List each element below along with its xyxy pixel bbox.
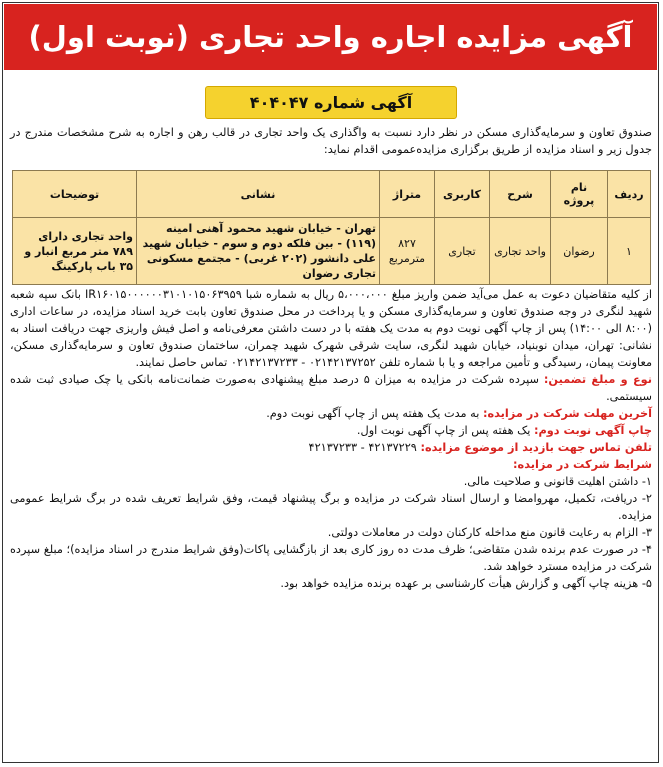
guarantee-line [10, 371, 652, 405]
header-area: متراژ [380, 171, 435, 218]
condition-item: ۲- دریافت، تکمیل، مهروامضا و ارسال اسناد شرکت در مزایده و برگ پیشنهاد قیمت، وفق شرایط تعریف شده در برگ شرایط عمومی مزایده. [10, 492, 652, 522]
header-row-number: ردیف [608, 171, 651, 218]
deadline-line [10, 405, 652, 422]
notice-body [10, 286, 652, 592]
notice-title: آگهی مزایده اجاره واحد تجاری (نوبت اول) [28, 20, 633, 54]
header-notes: توضیحات [13, 171, 137, 218]
title-banner [4, 4, 657, 70]
condition-item: ۵- هزینه چاپ آگهی و گزارش هیأت کارشناسی بر عهده برنده مزایده خواهد بود. [280, 577, 652, 590]
visit-phone-label: تلفن تماس جهت بازدید از موضوع مزایده: [420, 441, 652, 454]
visit-phone-line [10, 439, 652, 456]
header-description-short: شرح [490, 171, 551, 218]
invitation-paragraph: از کلیه متقاضیان دعوت به عمل می‌آید ضمن واریز مبلغ ۵،۰۰۰،۰۰۰ ریال به شماره شبا IR۱۶۰۱۵۰۰۰۰۰۰۳۱۰۱۰۱۵۰۶۳۹۵۹ بانک سپه شعبه شهید لنگری در وجه صندوق تعاون و سرمایه‌گذاری مسکن و یا پرداخت در محل صندوق تعاون بابت خرید اسناد مزایده، در ساعات اداری (۸:۰۰ الی ۱۴:۰۰) پس از چاپ آگهی نوبت دوم به مدت یک هفته با در دست داشتن معرفی‌نامه و اصل فیش واریزی جهت دریافت اسناد به نشانی: تهران، میدان نوبنیاد، خیابان شهید لنگری، سایت شرقی شهرک شهید چمران، ساختمان صندوق تعاون و سرمایه‌گذاری مسکن، معاونت پیمان، رسیدگی و تأمین مراجعه و یا با شماره تلفن ۰۲۱۴۲۱۳۷۲۵۲ - ۰۲۱۴۲۱۳۷۲۳۳ تماس حاصل نمایند. [10, 288, 652, 369]
second-print-label: چاپ آگهی نوبت دوم: [533, 424, 652, 437]
second-print-text: یک هفته پس از چاپ آگهی نوبت اول. [356, 424, 534, 437]
guarantee-label: نوع و مبلغ تضمین: [543, 373, 653, 386]
cell-address: تهران - خیابان شهید محمود آهنی امینه (۱۱۹) - بین فلکه دوم و سوم - خیابان شهید علی دانشور (۲۰۲ غربی) - مجتمع مسکونی تجاری رضوان [137, 218, 380, 285]
intro-paragraph: صندوق تعاون و سرمایه‌گذاری مسکن در نظر دارد نسبت به واگذاری یک واحد تجاری در قالب رهن و اجاره به شرح مشخصات مندرج در جدول زیر و اسناد مزایده از طریق برگزاری مزایده‌عمومی اقدام نماید: [10, 126, 652, 156]
guarantee-text: سپرده شرکت در مزایده به میزان ۵ درصد مبلغ پیشنهادی به‌صورت ضمانت‌نامه بانکی یا چک صیادی ثبت شده سیستمی. [10, 373, 652, 403]
condition-item: ۱- داشتن اهلیت قانونی و صلاحیت مالی. [463, 475, 652, 488]
cell-area: ۸۲۷ مترمربع [380, 218, 435, 285]
projects-table [12, 170, 651, 285]
visit-phone-text: ۴۲۱۳۷۲۲۹ - ۴۲۱۳۷۲۳۳ [308, 441, 421, 454]
cell-project-name: رضوان [551, 218, 608, 285]
cell-description-short: واحد تجاری [490, 218, 551, 285]
second-print-line [10, 422, 652, 439]
notice-number: آگهی شماره ۴۰۴۰۴۷ [205, 86, 457, 119]
conditions-label: شرایط شرکت در مزایده: [513, 458, 652, 471]
cell-row-number: ۱ [608, 218, 651, 285]
condition-item: ۴- در صورت عدم برنده شدن متقاضی؛ ظرف مدت ده روز کاری بعد از بازگشایی پاکات(وفق شرایط مندرج در اسناد مزایده)؛ مبلغ سپرده شرکت در مزایده مسترد خواهد شد. [10, 543, 652, 573]
table-row [13, 218, 651, 285]
cell-usage: تجاری [435, 218, 490, 285]
deadline-text: به مدت یک هفته پس از چاپ آگهی نوبت دوم. [266, 407, 483, 420]
deadline-label: آخرین مهلت شرکت در مزایده: [482, 407, 652, 420]
condition-item: ۳- الزام به رعایت قانون منع مداخله کارکنان دولت در معاملات دولتی. [327, 526, 652, 539]
table-header-row [13, 171, 651, 218]
header-usage: کاربری [435, 171, 490, 218]
header-project-name: نام پروژه [551, 171, 608, 218]
header-address: نشانی [137, 171, 380, 218]
cell-notes: واحد تجاری دارای ۷۸۹ متر مربع انبار و ۳۵ باب پارکینگ [13, 218, 137, 285]
